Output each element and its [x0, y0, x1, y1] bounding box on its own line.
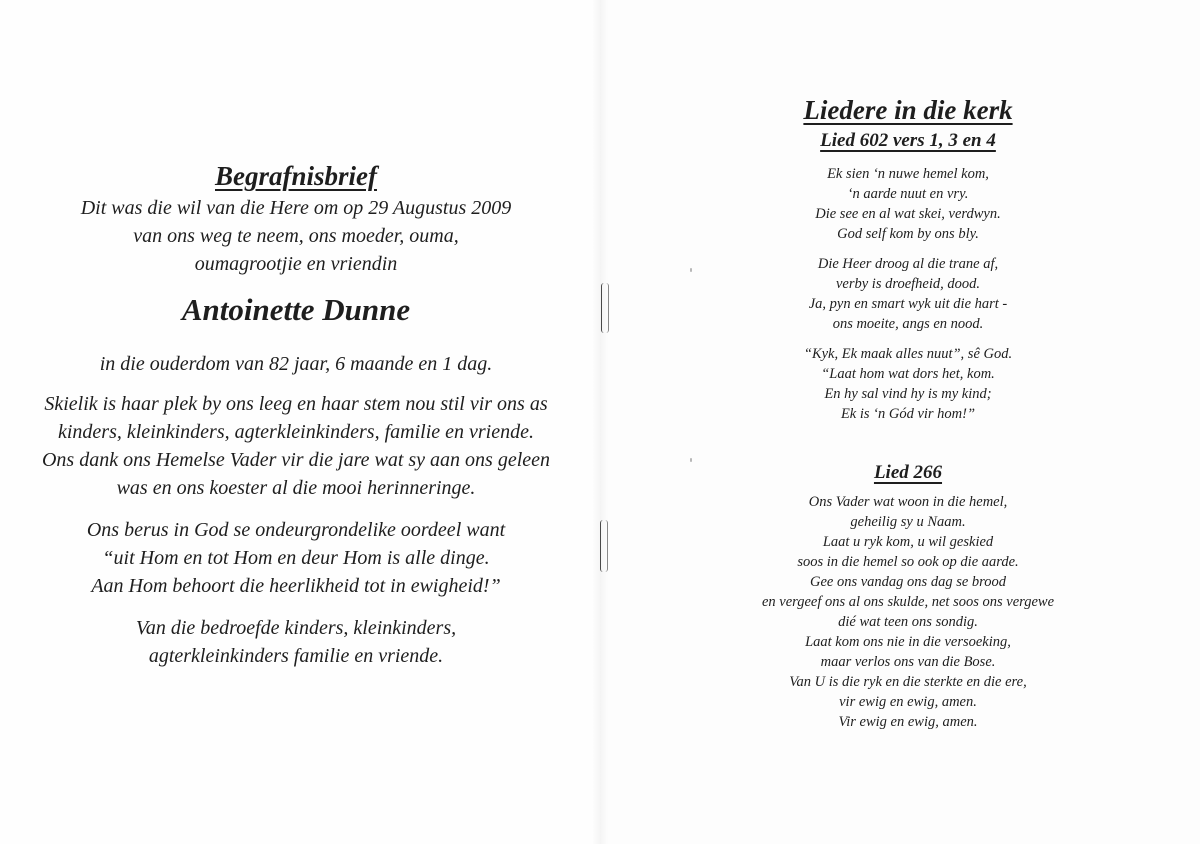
verse-line: ‘n aarde nuut en vry.	[847, 186, 969, 202]
intro-text	[20, 194, 572, 278]
verse-line: God self kom by ons bly.	[837, 226, 979, 242]
funeral-letter	[20, 158, 572, 670]
deceased-name: Antoinette Dunne	[181, 292, 411, 327]
verse-line: Die see en al wat skei, verdwyn.	[815, 206, 1001, 222]
verse-line: geheilig sy u Naam.	[850, 514, 966, 530]
verse-line: en vergeef ons al ons skulde, net soos ons vergewe	[761, 594, 1055, 610]
age-line: in die ouderdom van 82 jaar, 6 maande en 1 dag.	[99, 353, 493, 375]
verse-line: soos in die hemel so ook op die aarde.	[797, 554, 1019, 570]
lords-prayer	[718, 492, 1098, 732]
verse-line: Laat kom ons nie in die versoeking,	[805, 634, 1011, 650]
paragraph-line: Ons berus in God se ondeurgrondelike oordeel want	[86, 519, 506, 541]
verse-line: Ons Vader wat woon in die hemel,	[808, 494, 1008, 510]
verse-line: vir ewig en ewig, amen.	[839, 694, 977, 710]
verse-line: Ja, pyn en smart wyk uit die hart -	[808, 296, 1008, 312]
song-title: Lied 266	[873, 462, 943, 483]
song-266	[718, 460, 1098, 732]
song-title: Lied 602 vers 1, 3 en 4	[820, 130, 996, 151]
book-spine	[592, 0, 608, 844]
intro-line: van ons weg te neem, ons moeder, ouma,	[133, 225, 459, 247]
verse-line: verby is droefheid, dood.	[835, 276, 981, 292]
scan-speck	[690, 268, 692, 272]
church-songs-title: Liedere in die kerk	[803, 95, 1013, 125]
song-verse	[718, 344, 1098, 424]
verse-line: Vir ewig en ewig, amen.	[838, 714, 978, 730]
funeral-letter-title: Begrafnisbrief	[215, 161, 377, 191]
verse-line: “Laat hom wat dors het, kom.	[821, 366, 995, 382]
faith-paragraph	[20, 516, 572, 600]
paragraph-line: Van die bedroefde kinders, kleinkinders,	[135, 617, 457, 639]
paragraph-line: Ons dank ons Hemelse Vader vir die jare wat sy aan ons geleen	[41, 449, 551, 471]
verse-line: Gee ons vandag ons dag se brood	[810, 574, 1006, 590]
song-602	[718, 128, 1098, 424]
song-verse	[718, 164, 1098, 244]
verse-line: Ek is ‘n Gód vir hom!”	[840, 406, 976, 422]
song-verse	[718, 254, 1098, 334]
paragraph-line: kinders, kleinkinders, agterkleinkinders, familie en vriende.	[58, 421, 534, 443]
verse-line: Die Heer droog al die trane af,	[817, 256, 999, 272]
verse-line: Ek sien ‘n nuwe hemel kom,	[827, 166, 989, 182]
verse-line: dié wat teen ons sondig.	[838, 614, 978, 630]
paragraph-line: “uit Hom en tot Hom en deur Hom is alle dinge.	[102, 547, 490, 569]
verse-line: Laat u ryk kom, u wil geskied	[822, 534, 994, 550]
paragraph-line: Skielik is haar plek by ons leeg en haar stem nou stil vir ons as	[44, 393, 548, 415]
funeral-letter-title-row	[20, 158, 572, 194]
staple-bottom-icon	[600, 520, 608, 572]
church-songs-title-row	[718, 92, 1098, 128]
song-title-row	[718, 128, 1098, 154]
verse-line: Van U is die ryk en die sterkte en die ere,	[789, 674, 1027, 690]
verse-line: maar verlos ons van die Bose.	[820, 654, 996, 670]
paragraph-line: was en ons koester al die mooi herinneringe.	[116, 477, 476, 499]
verse-line: En hy sal vind hy is my kind;	[824, 386, 992, 402]
verse-line: ons moeite, angs en nood.	[832, 316, 984, 332]
tribute-paragraph	[20, 390, 572, 502]
verse-line: “Kyk, Ek maak alles nuut”, sê God.	[803, 346, 1013, 362]
staple-top-icon	[601, 283, 609, 333]
paragraph-line: agterkleinkinders familie en vriende.	[148, 645, 444, 667]
intro-line: Dit was die wil van die Here om op 29 Augustus 2009	[80, 197, 512, 219]
paragraph-line: Aan Hom behoort die heerlikheid tot in ewigheid!”	[91, 575, 501, 597]
signoff-paragraph	[20, 614, 572, 670]
song-title-row	[718, 460, 1098, 486]
intro-line: oumagrootjie en vriendin	[194, 253, 398, 275]
church-songs	[718, 92, 1098, 732]
scan-speck	[690, 458, 692, 462]
